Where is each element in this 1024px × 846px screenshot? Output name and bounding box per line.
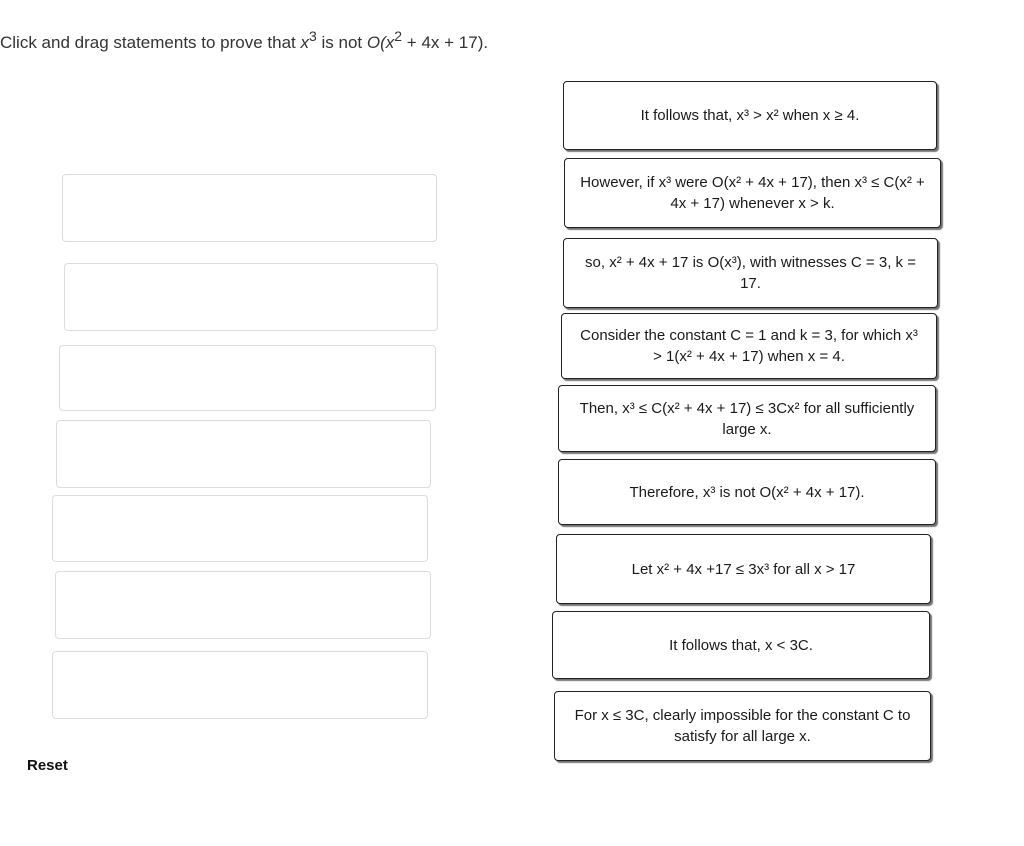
statement-card[interactable]: It follows that, x < 3C. [552, 611, 930, 679]
statement-card[interactable]: so, x² + 4x + 17 is O(x³), with witnesses C = 3, k = 17. [563, 238, 938, 308]
drop-slot[interactable] [52, 651, 428, 719]
drop-slot[interactable] [59, 345, 436, 411]
statement-card[interactable]: Then, x³ ≤ C(x² + 4x + 17) ≤ 3Cx² for all sufficiently large x. [558, 385, 936, 452]
drop-slot[interactable] [55, 571, 431, 639]
drop-slot[interactable] [64, 263, 438, 331]
statement-card[interactable]: Therefore, x³ is not O(x² + 4x + 17). [558, 459, 936, 525]
statement-card[interactable]: Consider the constant C = 1 and k = 3, for which x³ > 1(x² + 4x + 17) when x = 4. [561, 313, 937, 379]
instruction-text: Click and drag statements to prove that $x^3$ is not $O(x^2 + 4x + 17)$. [0, 28, 489, 52]
drop-slot[interactable] [56, 420, 431, 488]
statement-card[interactable]: Let x² + 4x +17 ≤ 3x³ for all x > 17 [556, 534, 931, 604]
reset-button[interactable]: Reset [27, 757, 68, 774]
drop-slot[interactable] [52, 495, 428, 562]
statement-card[interactable]: For x ≤ 3C, clearly impossible for the constant C to satisfy for all large x. [554, 691, 931, 761]
statement-card[interactable]: However, if x³ were O(x² + 4x + 17), then x³ ≤ C(x² + 4x + 17) whenever x > k. [564, 158, 941, 228]
drop-slot[interactable] [62, 174, 437, 242]
statement-card[interactable]: It follows that, x³ > x² when x ≥ 4. [563, 81, 937, 150]
